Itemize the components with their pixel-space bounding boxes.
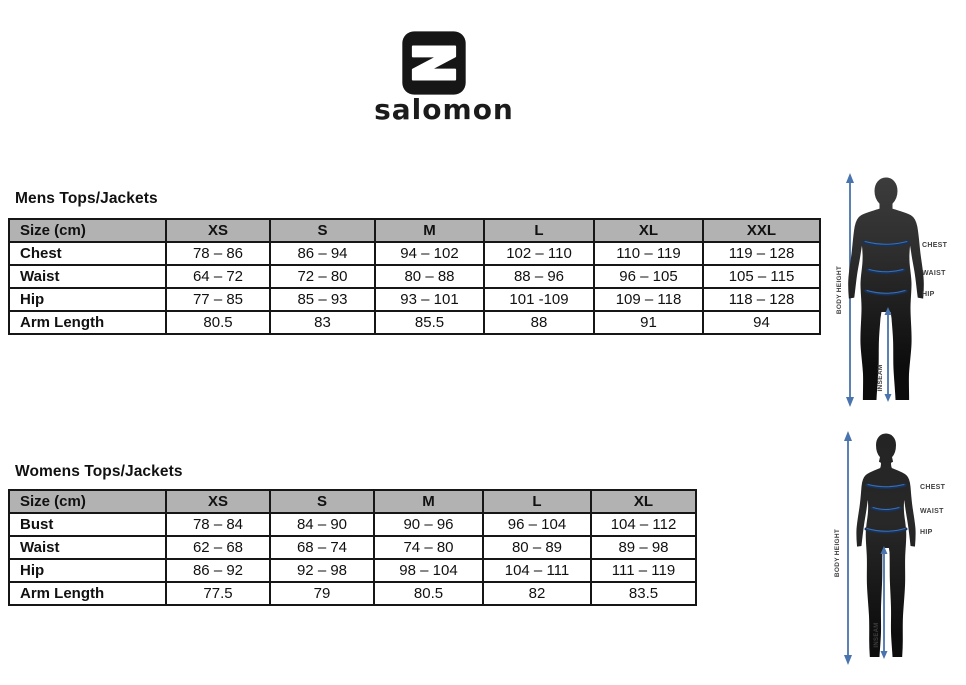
- size-value-cell: 88 – 96: [484, 265, 594, 288]
- mens-size-table: [8, 218, 821, 335]
- size-value-cell: 102 – 110: [484, 242, 594, 265]
- size-value-cell: 82: [483, 582, 591, 605]
- size-value-cell: 80.5: [374, 582, 483, 605]
- size-value-cell: 84 – 90: [270, 513, 374, 536]
- female-waist-label: WAIST: [920, 508, 944, 515]
- male-silhouette: [849, 178, 924, 400]
- row-label: Arm Length: [9, 582, 166, 605]
- size-value-cell: 104 – 111: [483, 559, 591, 582]
- size-value-cell: 119 – 128: [703, 242, 820, 265]
- size-value-cell: 111 – 119: [591, 559, 696, 582]
- size-column-header: L: [484, 219, 594, 242]
- size-value-cell: 104 – 112: [591, 513, 696, 536]
- size-value-cell: 83.5: [591, 582, 696, 605]
- size-value-cell: 110 – 119: [594, 242, 703, 265]
- male-chest-label: CHEST: [922, 242, 948, 249]
- row-label: Hip: [9, 559, 166, 582]
- size-value-cell: 64 – 72: [166, 265, 270, 288]
- mens-section-title: Mens Tops/Jackets: [15, 190, 158, 207]
- size-value-cell: 98 – 104: [374, 559, 483, 582]
- table-row: [9, 288, 820, 311]
- table-row: [9, 559, 696, 582]
- female-body-height-arrow: [844, 431, 852, 665]
- size-value-cell: 85 – 93: [270, 288, 375, 311]
- size-column-header: XXL: [703, 219, 820, 242]
- size-value-cell: 96 – 105: [594, 265, 703, 288]
- size-value-cell: 94 – 102: [375, 242, 484, 265]
- row-label: Hip: [9, 288, 166, 311]
- female-silhouette: [857, 434, 915, 657]
- size-column-header: L: [483, 490, 591, 513]
- size-unit-header: Size (cm): [9, 219, 166, 242]
- size-value-cell: 72 – 80: [270, 265, 375, 288]
- header-row: [9, 219, 820, 242]
- row-label: Arm Length: [9, 311, 166, 334]
- size-value-cell: 77.5: [166, 582, 270, 605]
- size-unit-header: Size (cm): [9, 490, 166, 513]
- brand-wordmark: salomon: [374, 93, 514, 126]
- size-value-cell: 74 – 80: [374, 536, 483, 559]
- header-row: [9, 490, 696, 513]
- size-column-header: XL: [591, 490, 696, 513]
- size-value-cell: 85.5: [375, 311, 484, 334]
- size-value-cell: 94: [703, 311, 820, 334]
- male-hip-label: HIP: [922, 291, 935, 298]
- table-row: [9, 311, 820, 334]
- row-label: Bust: [9, 513, 166, 536]
- size-value-cell: 96 – 104: [483, 513, 591, 536]
- size-value-cell: 105 – 115: [703, 265, 820, 288]
- male-inseam-label: INSEAM: [877, 364, 884, 392]
- salomon-logo-icon: [400, 30, 468, 96]
- size-value-cell: 101 -109: [484, 288, 594, 311]
- size-value-cell: 92 – 98: [270, 559, 374, 582]
- female-inseam-label: INSEAM: [874, 622, 880, 648]
- size-value-cell: 90 – 96: [374, 513, 483, 536]
- row-label: Waist: [9, 265, 166, 288]
- size-value-cell: 80 – 89: [483, 536, 591, 559]
- size-column-header: XL: [594, 219, 703, 242]
- size-value-cell: 118 – 128: [703, 288, 820, 311]
- male-inseam-arrow: [885, 307, 892, 402]
- size-value-cell: 79: [270, 582, 374, 605]
- size-value-cell: 78 – 84: [166, 513, 270, 536]
- size-value-cell: 109 – 118: [594, 288, 703, 311]
- female-hip-label: HIP: [920, 529, 933, 536]
- male-body-height-label: BODY HEIGHT: [836, 265, 843, 315]
- table-row: [9, 513, 696, 536]
- table-row: [9, 265, 820, 288]
- male-measurement-figure: [828, 168, 966, 415]
- size-value-cell: 89 – 98: [591, 536, 696, 559]
- size-value-cell: 86 – 92: [166, 559, 270, 582]
- row-label: Chest: [9, 242, 166, 265]
- male-waist-label: WAIST: [922, 270, 946, 277]
- size-value-cell: 62 – 68: [166, 536, 270, 559]
- size-column-header: S: [270, 219, 375, 242]
- female-body-height-label: BODY HEIGHT: [834, 528, 841, 578]
- table-row: [9, 536, 696, 559]
- size-column-header: XS: [166, 219, 270, 242]
- female-measurement-figure: [830, 428, 964, 685]
- size-value-cell: 88: [484, 311, 594, 334]
- womens-size-table: [8, 489, 697, 606]
- size-column-header: M: [375, 219, 484, 242]
- table-row: [9, 582, 696, 605]
- size-value-cell: 68 – 74: [270, 536, 374, 559]
- size-value-cell: 83: [270, 311, 375, 334]
- row-label: Waist: [9, 536, 166, 559]
- size-value-cell: 77 – 85: [166, 288, 270, 311]
- table-row: [9, 242, 820, 265]
- size-value-cell: 91: [594, 311, 703, 334]
- size-value-cell: 86 – 94: [270, 242, 375, 265]
- size-value-cell: 80 – 88: [375, 265, 484, 288]
- size-column-header: S: [270, 490, 374, 513]
- size-value-cell: 93 – 101: [375, 288, 484, 311]
- female-chest-label: CHEST: [920, 484, 946, 491]
- womens-section-title: Womens Tops/Jackets: [15, 463, 183, 480]
- size-column-header: M: [374, 490, 483, 513]
- size-value-cell: 80.5: [166, 311, 270, 334]
- salomon-s-icon: [400, 30, 468, 96]
- size-column-header: XS: [166, 490, 270, 513]
- size-value-cell: 78 – 86: [166, 242, 270, 265]
